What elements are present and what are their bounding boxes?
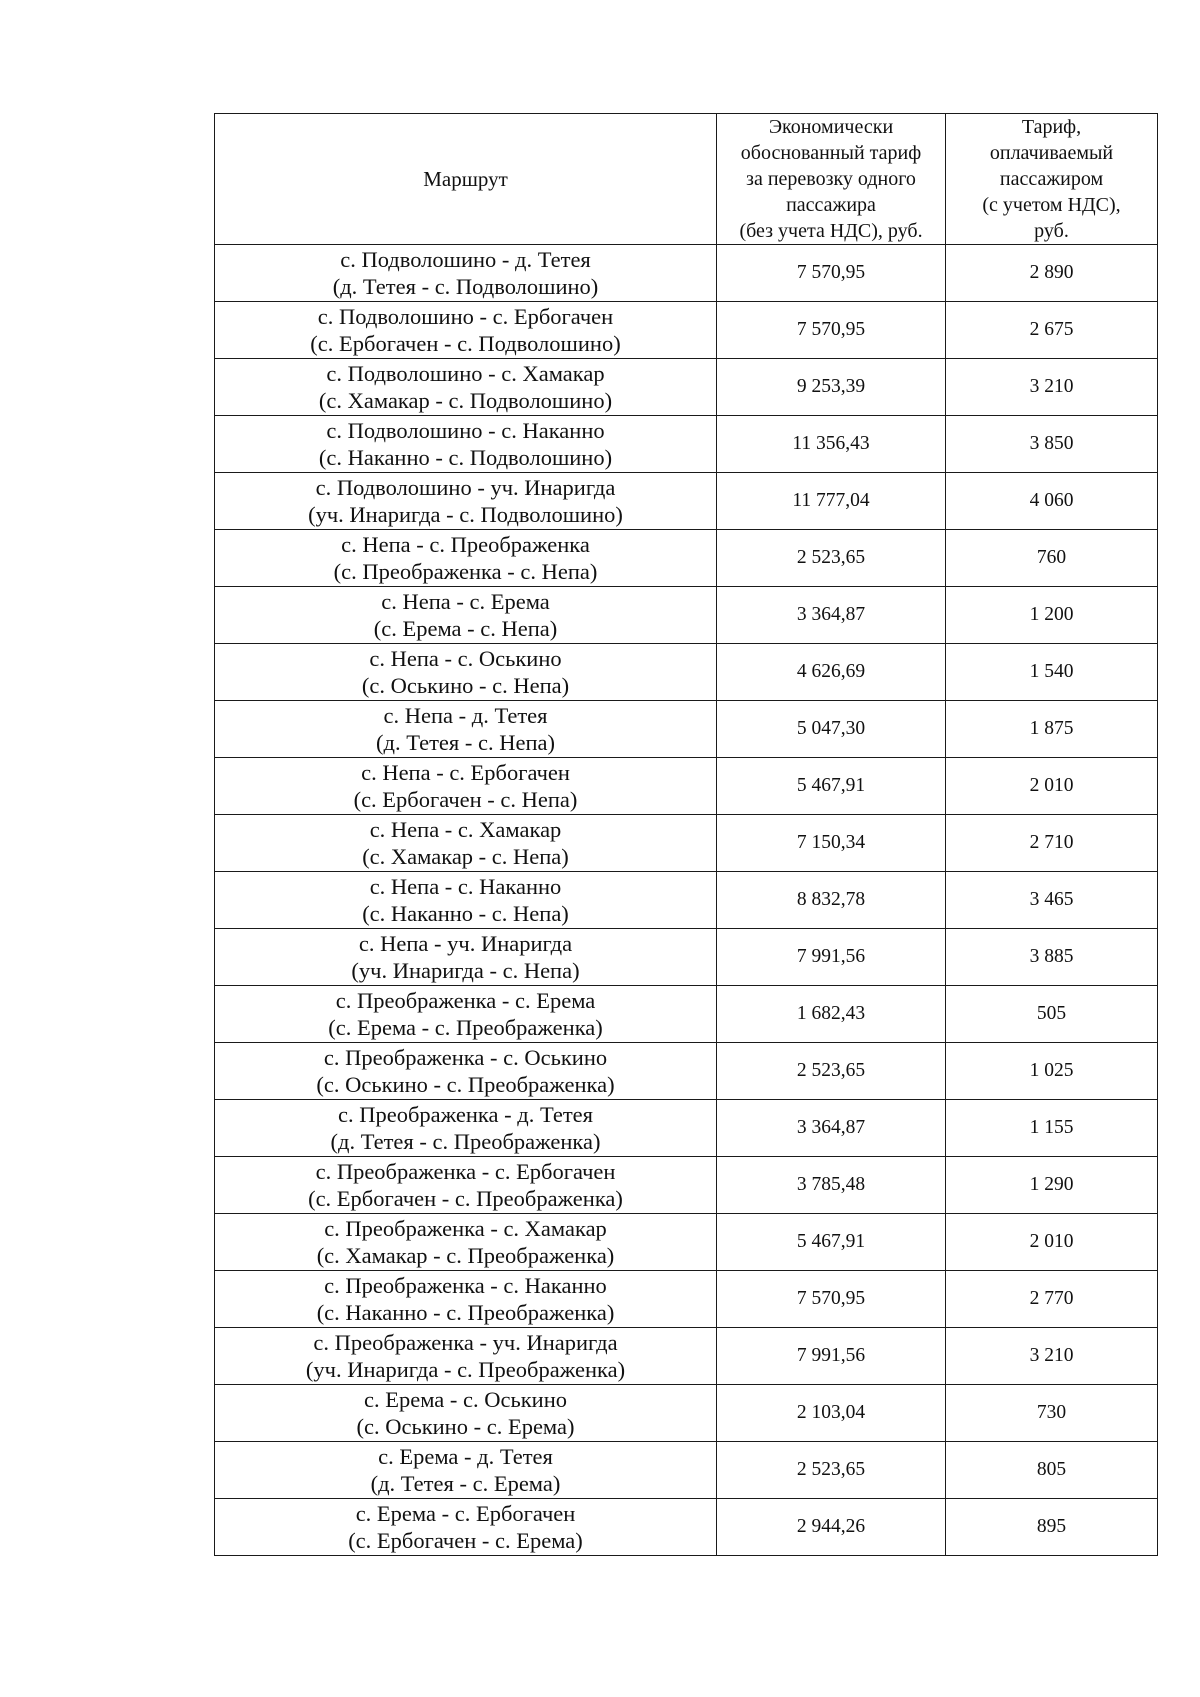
header-passenger-tariff-line: Тариф,: [1021, 116, 1082, 138]
economic-tariff-cell: 3 785,48: [717, 1157, 946, 1214]
header-passenger-tariff-line: руб.: [1034, 220, 1069, 242]
route-direction: с. Подволошино - уч. Инаригда: [315, 475, 616, 500]
passenger-tariff-cell: 3 850: [946, 416, 1158, 473]
passenger-tariff-cell: 2 710: [946, 815, 1158, 872]
passenger-tariff-cell: 1 290: [946, 1157, 1158, 1214]
route-return-direction: (уч. Инаригда - с. Преображенка): [305, 1357, 626, 1382]
economic-tariff-cell: 2 523,65: [717, 530, 946, 587]
route-return-direction: (с. Ербогачен - с. Непа): [353, 787, 578, 812]
passenger-tariff-cell: 1 155: [946, 1100, 1158, 1157]
route-cell: [215, 815, 717, 872]
table-row: [215, 302, 1158, 359]
route-return-direction: (с. Ерема - с. Непа): [373, 616, 558, 641]
passenger-tariff-cell: 760: [946, 530, 1158, 587]
table-row: [215, 530, 1158, 587]
route-direction: с. Подволошино - с. Хамакар: [326, 361, 605, 386]
table-row: [215, 1499, 1158, 1556]
passenger-tariff-cell: 2 770: [946, 1271, 1158, 1328]
route-cell: [215, 929, 717, 986]
route-direction: с. Непа - с. Преображенка: [341, 532, 590, 557]
table-row: [215, 815, 1158, 872]
economic-tariff-cell: 3 364,87: [717, 587, 946, 644]
passenger-tariff-cell: 1 200: [946, 587, 1158, 644]
passenger-tariff-cell: 2 890: [946, 245, 1158, 302]
route-return-direction: (с. Наканно - с. Непа): [362, 901, 569, 926]
route-direction: с. Непа - с. Ербогачен: [361, 760, 570, 785]
route-cell: [215, 245, 717, 302]
table-row: [215, 416, 1158, 473]
route-direction: с. Подволошино - д. Тетея: [340, 247, 591, 272]
route-direction: с. Подволошино - с. Наканно: [326, 418, 605, 443]
economic-tariff-cell: 11 777,04: [717, 473, 946, 530]
passenger-tariff-cell: 2 010: [946, 758, 1158, 815]
route-return-direction: (д. Тетея - с. Преображенка): [330, 1129, 601, 1154]
route-direction: с. Непа - д. Тетея: [383, 703, 548, 728]
table-row: [215, 1100, 1158, 1157]
economic-tariff-cell: 1 682,43: [717, 986, 946, 1043]
route-direction: с. Непа - с. Наканно: [369, 874, 562, 899]
route-cell: [215, 1271, 717, 1328]
economic-tariff-cell: 5 047,30: [717, 701, 946, 758]
route-direction: с. Преображенка - с. Наканно: [324, 1273, 607, 1298]
passenger-tariff-cell: 1 875: [946, 701, 1158, 758]
economic-tariff-cell: 2 103,04: [717, 1385, 946, 1442]
passenger-tariff-cell: 3 885: [946, 929, 1158, 986]
header-economic-tariff-line: (без учета НДС), руб.: [739, 220, 923, 242]
table-row: [215, 1442, 1158, 1499]
route-return-direction: (с. Хамакар - с. Преображенка): [316, 1243, 615, 1268]
economic-tariff-cell: 7 570,95: [717, 1271, 946, 1328]
table-row: [215, 359, 1158, 416]
route-cell: [215, 302, 717, 359]
table-row: [215, 245, 1158, 302]
route-direction: с. Ерема - д. Тетея: [378, 1444, 553, 1469]
header-passenger-tariff-line: оплачиваемый: [989, 142, 1114, 164]
route-return-direction: (с. Оськино - с. Преображенка): [316, 1072, 615, 1097]
route-return-direction: (д. Тетея - с. Ерема): [370, 1471, 561, 1496]
route-direction: с. Преображенка - с. Ербогачен: [315, 1159, 616, 1184]
route-cell: [215, 1442, 717, 1499]
passenger-tariff-cell: 3 465: [946, 872, 1158, 929]
economic-tariff-cell: 5 467,91: [717, 1214, 946, 1271]
economic-tariff-cell: 2 944,26: [717, 1499, 946, 1556]
route-cell: [215, 1100, 717, 1157]
tariff-table: [214, 113, 1158, 1556]
economic-tariff-cell: 3 364,87: [717, 1100, 946, 1157]
passenger-tariff-cell: 3 210: [946, 1328, 1158, 1385]
table-row: [215, 1157, 1158, 1214]
economic-tariff-cell: 2 523,65: [717, 1442, 946, 1499]
table-row: [215, 986, 1158, 1043]
route-cell: [215, 758, 717, 815]
route-cell: [215, 587, 717, 644]
route-direction: с. Непа - с. Оськино: [369, 646, 562, 671]
passenger-tariff-cell: 2 675: [946, 302, 1158, 359]
route-cell: [215, 1157, 717, 1214]
route-cell: [215, 872, 717, 929]
route-cell: [215, 473, 717, 530]
header-economic-tariff-line: пассажира: [786, 194, 876, 216]
route-direction: с. Непа - с. Хамакар: [369, 817, 562, 842]
route-return-direction: (с. Наканно - с. Подволошино): [318, 445, 613, 470]
route-cell: [215, 1214, 717, 1271]
route-direction: с. Непа - уч. Инаригда: [358, 931, 573, 956]
route-return-direction: (с. Наканно - с. Преображенка): [316, 1300, 615, 1325]
table-header-row: [215, 114, 1158, 245]
header-passenger-tariff-line: пассажиром: [999, 168, 1104, 190]
route-cell: [215, 1385, 717, 1442]
passenger-tariff-cell: 730: [946, 1385, 1158, 1442]
table-row: [215, 1271, 1158, 1328]
route-cell: [215, 701, 717, 758]
economic-tariff-cell: 7 991,56: [717, 929, 946, 986]
route-cell: [215, 1499, 717, 1556]
header-passenger-tariff-line: (с учетом НДС),: [982, 194, 1121, 216]
route-return-direction: (с. Хамакар - с. Подволошино): [318, 388, 613, 413]
header-economic-tariff-line: обоснованный тариф: [740, 142, 922, 164]
route-cell: [215, 359, 717, 416]
route-direction: с. Преображенка - с. Хамакар: [324, 1216, 607, 1241]
table-body: [215, 245, 1158, 1556]
passenger-tariff-cell: 2 010: [946, 1214, 1158, 1271]
route-return-direction: (уч. Инаригда - с. Подволошино): [308, 502, 623, 527]
passenger-tariff-cell: 3 210: [946, 359, 1158, 416]
route-direction: с. Преображенка - д. Тетея: [338, 1102, 593, 1127]
route-cell: [215, 644, 717, 701]
economic-tariff-cell: 2 523,65: [717, 1043, 946, 1100]
route-direction: с. Преображенка - уч. Инаригда: [313, 1330, 618, 1355]
table-row: [215, 1328, 1158, 1385]
table-row: [215, 587, 1158, 644]
header-passenger-tariff: [946, 114, 1158, 245]
route-return-direction: (с. Хамакар - с. Непа): [362, 844, 569, 869]
route-return-direction: (д. Тетея - с. Непа): [376, 730, 555, 755]
table-row: [215, 473, 1158, 530]
route-return-direction: (с. Оськино - с. Непа): [361, 673, 570, 698]
route-return-direction: (с. Ербогачен - с. Преображенка): [308, 1186, 623, 1211]
route-direction: с. Ерема - с. Оськино: [363, 1387, 568, 1412]
table-row: [215, 1043, 1158, 1100]
passenger-tariff-cell: 805: [946, 1442, 1158, 1499]
route-return-direction: (уч. Инаригда - с. Непа): [351, 958, 580, 983]
route-return-direction: (с. Преображенка - с. Непа): [333, 559, 598, 584]
route-return-direction: (с. Ербогачен - с. Подволошино): [310, 331, 621, 356]
header-route: Маршрут: [215, 114, 717, 245]
table-row: [215, 644, 1158, 701]
header-economic-tariff: [717, 114, 946, 245]
route-cell: [215, 1043, 717, 1100]
passenger-tariff-cell: 1 025: [946, 1043, 1158, 1100]
header-economic-tariff-line: Экономически: [768, 116, 894, 138]
route-cell: [215, 416, 717, 473]
table-row: [215, 929, 1158, 986]
economic-tariff-cell: 4 626,69: [717, 644, 946, 701]
passenger-tariff-cell: 1 540: [946, 644, 1158, 701]
economic-tariff-cell: 11 356,43: [717, 416, 946, 473]
economic-tariff-cell: 7 570,95: [717, 302, 946, 359]
route-direction: с. Ерема - с. Ербогачен: [355, 1501, 576, 1526]
route-direction: с. Преображенка - с. Оськино: [323, 1045, 608, 1070]
route-cell: [215, 1328, 717, 1385]
passenger-tariff-cell: 895: [946, 1499, 1158, 1556]
route-cell: [215, 986, 717, 1043]
table-row: [215, 758, 1158, 815]
route-return-direction: (д. Тетея - с. Подволошино): [332, 274, 599, 299]
route-return-direction: (с. Ерема - с. Преображенка): [328, 1015, 603, 1040]
table-row: [215, 872, 1158, 929]
route-direction: с. Преображенка - с. Ерема: [335, 988, 596, 1013]
route-direction: с. Подволошино - с. Ербогачен: [317, 304, 614, 329]
economic-tariff-cell: 7 991,56: [717, 1328, 946, 1385]
route-direction: с. Непа - с. Ерема: [381, 589, 550, 614]
route-return-direction: (с. Ербогачен - с. Ерема): [348, 1528, 583, 1553]
header-economic-tariff-line: за перевозку одного: [746, 168, 916, 190]
table-row: [215, 701, 1158, 758]
economic-tariff-cell: 8 832,78: [717, 872, 946, 929]
table-row: [215, 1385, 1158, 1442]
economic-tariff-cell: 5 467,91: [717, 758, 946, 815]
economic-tariff-cell: 9 253,39: [717, 359, 946, 416]
route-cell: [215, 530, 717, 587]
passenger-tariff-cell: 505: [946, 986, 1158, 1043]
economic-tariff-cell: 7 570,95: [717, 245, 946, 302]
route-return-direction: (с. Оськино - с. Ерема): [356, 1414, 575, 1439]
passenger-tariff-cell: 4 060: [946, 473, 1158, 530]
table-row: [215, 1214, 1158, 1271]
economic-tariff-cell: 7 150,34: [717, 815, 946, 872]
